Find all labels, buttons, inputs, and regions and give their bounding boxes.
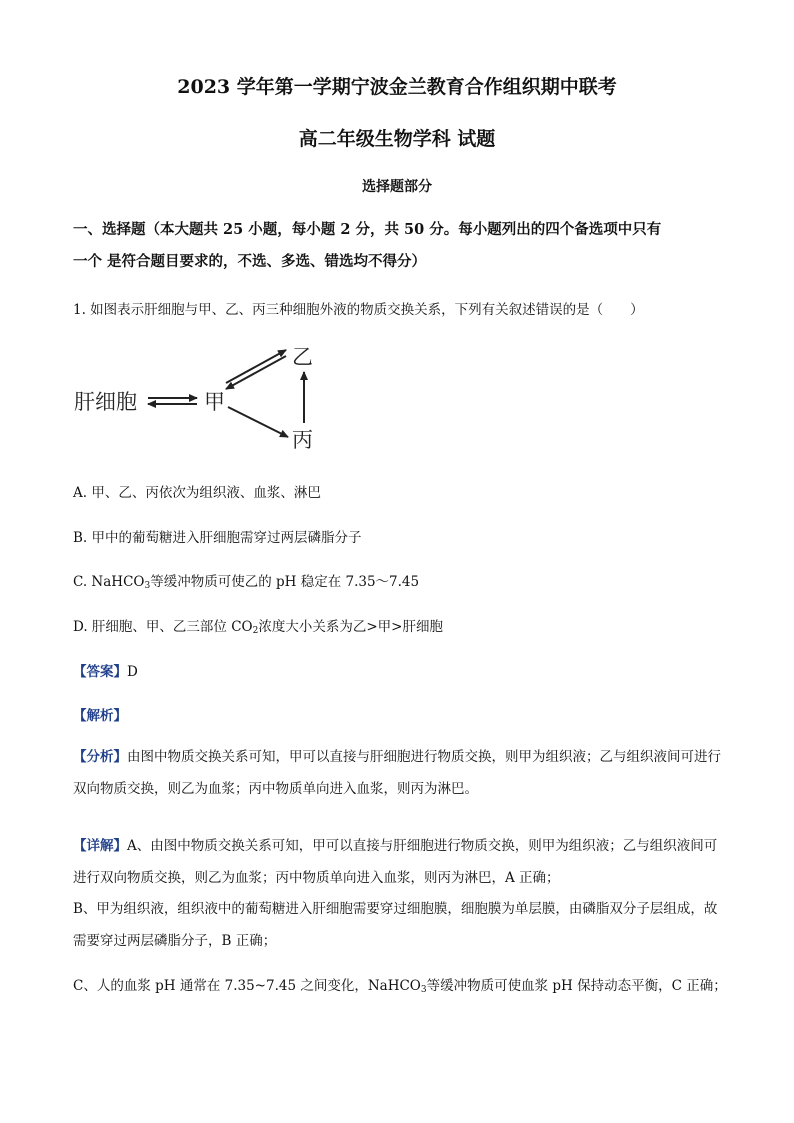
option-b: B. 甲中的葡萄糖进入肝细胞需穿过两层磷脂分子 (73, 530, 362, 546)
fenxi-tag: 【分析】 (73, 749, 127, 765)
section-heading: 选择题部分 (362, 179, 432, 195)
fenxi-text: 由图中物质交换关系可知，甲可以直接与肝细胞进行物质交换，则甲为组织液；乙与组织液间可进行双向物质交换，则乙为血浆；丙中物质单向进入血浆，则丙为淋巴。 (73, 749, 721, 797)
exchange-diagram (60, 335, 360, 460)
answer-line (73, 660, 138, 680)
xiangjie-a-text: A、由图中物质交换关系可知，甲可以直接与肝细胞进行物质交换，则甲为组织液；乙与组织液间可进行双向物质交换，则乙为血浆；丙中物质单向进入血浆，则丙为淋巴，A 正确； (73, 838, 718, 886)
fenxi-paragraph (73, 741, 721, 805)
xiangjie-tag: 【详解】 (73, 838, 127, 854)
arrow-yi-to-jia (226, 356, 286, 389)
xiangjie-c-paragraph: C、人的血浆 pH 通常在 7.35~7.45 之间变化，NaHCO$_3$等缓冲物质可使血浆 pH 保持动态平衡，C 正确； (73, 978, 727, 995)
answer-tag: 【答案】 (73, 664, 127, 680)
arrow-jia-to-yi (226, 350, 286, 383)
diagram-label-jia: 甲 (204, 390, 225, 414)
xiangjie-b-paragraph: B、甲为组织液，组织液中的葡萄糖进入肝细胞需要穿过细胞膜，细胞膜为单层膜，由磷脂双分子层组成，故需要穿过两层磷脂分子，B 正确； (73, 901, 718, 949)
xiangjie-a-paragraph (73, 830, 721, 894)
diagram-label-yi: 乙 (292, 345, 313, 369)
option-c: C. NaHCO$_3$等缓冲物质可使乙的 pH 稳定在 7.35～7.45 (73, 574, 420, 591)
instructions-line1: 一、选择题（本大题共 25 小题，每小题 2 分，共 50 分。每小题列出的四个备选项中只有 (73, 221, 662, 238)
diagram-label-liver: 肝细胞 (74, 390, 137, 414)
subject-title: 高二年级生物学科 试题 (298, 128, 496, 150)
instructions (73, 214, 725, 278)
question-stem: 1. 如图表示肝细胞与甲、乙、丙三种细胞外液的物质交换关系，下列有关叙述错误的是（ ） (73, 302, 644, 318)
analysis-heading: 【解析】 (73, 708, 127, 724)
answer-value: D (127, 664, 138, 680)
exam-title: 2023 学年第一学期宁波金兰教育合作组织期中联考 (177, 76, 617, 98)
diagram-label-bing: 丙 (292, 428, 313, 452)
instructions-line2: 一个 是符合题目要求的，不选、多选、错选均不得分） (73, 253, 427, 270)
option-a: A. 甲、乙、丙依次为组织液、血浆、淋巴 (73, 485, 321, 501)
arrow-jia-to-bing (228, 407, 288, 437)
option-d: D. 肝细胞、甲、乙三部位 $CO_2$浓度大小关系为乙>甲>肝细胞 (73, 619, 443, 636)
